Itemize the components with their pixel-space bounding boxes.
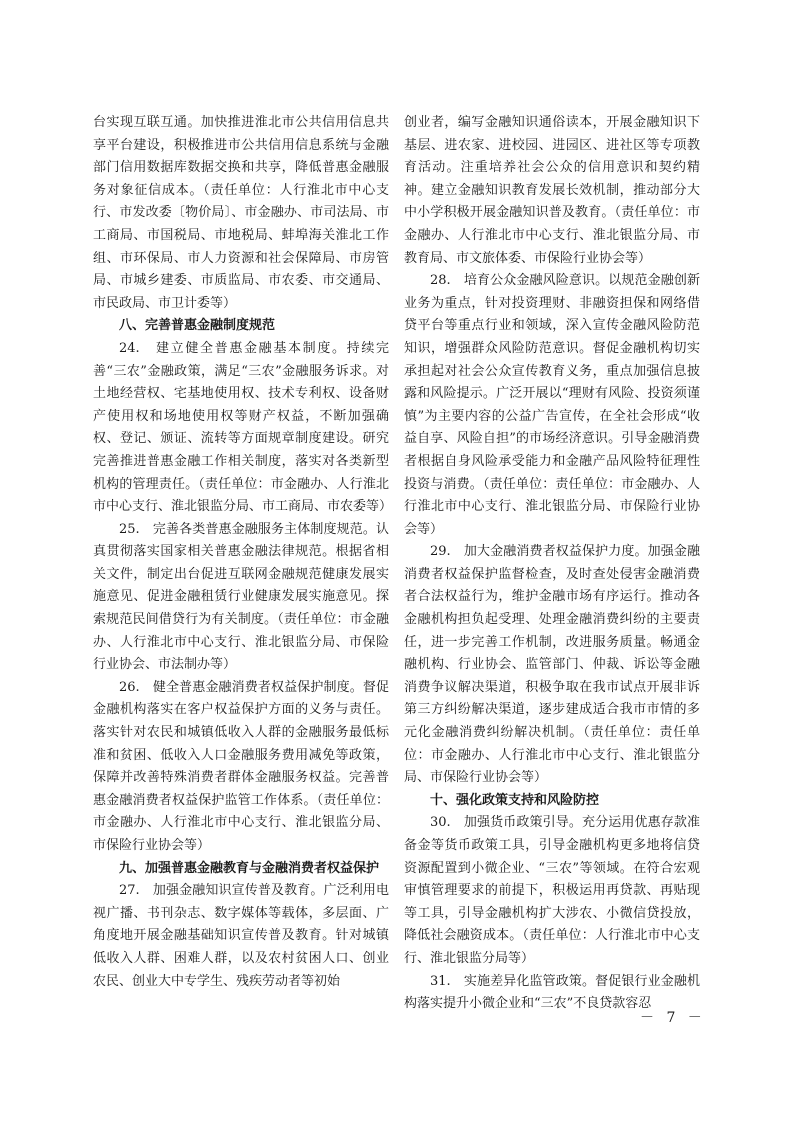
page-number: － 7 － [640,1010,706,1026]
paragraph: 25. 完善各类普惠金融服务主体制度规范。认真贯彻落实国家相关普惠金融法律规范。根据省相关文件，制定出台促进互联网金融规范健康发展实施意见、促进金融租赁行业健康发展实施意见。探索规范民间借贷行为有关制度。（责任单位：市金融办、人行淮北市中心支行、淮北银监分局、市保险行业协会、市法制办等） [93,521,389,673]
section-heading: 九、加强普惠金融教育与金融消费者权益保护 [119,860,380,876]
paragraph: 29. 加大金融消费者权益保护力度。加强金融消费者权益保护监督检查，及时查处侵害金融消费者合法权益行为，维护金融市场有序运行。推动各金融机构担负起受理、处理金融消费纠纷的主要责任，进一步完善工作机制，改进服务质量。畅通金融机构、行业协会、监管部门、仲裁、诉讼等金融消费争议解决渠道，积极争取在我市试点开展非诉第三方纠纷解决渠道，逐步建成适合我市市情的多元化金融消费纠纷解决机制。（责任单位：责任单位：市金融办、人行淮北市中心支行、淮北银监分局、市保险行业协会等） [404,544,700,786]
section-heading: 十、强化政策支持和风险防控 [430,792,600,808]
paragraph: 28. 培育公众金融风险意识。以规范金融创新业务为重点，针对投资理财、非融资担保和网络借贷平台等重点行业和领域，深入宣传金融风险防范知识，增强群众风险防范意识。督促金融机构切实承担起对社会公众宣传教育义务，重点加强信息披露和风险提示。广泛开展以“理财有风险、投资须谨慎”为主要内容的公益广告宣传，在全社会形成“收益自享、风险自担”的市场经济意识。引导金融消费者根据自身风险承受能力和金融产品风险特征理性投资与消费。（责任单位：责任单位：市金融办、人行淮北市中心支行、淮北银监分局、市保险行业协会等） [404,273,700,537]
paragraph: 31. 实施差异化监管政策。督促银行业金融机构落实提升小微企业和“三农”不良贷款容忍 [404,973,700,1012]
paragraph: 台实现互联互通。加快推进淮北市公共信用信息共享平台建设，积极推进市公共信用信息系统与金融部门信用数据库数据交换和共享，降低普惠金融服务对象征信成本。（责任单位：人行淮北市中心支行、市发改委〔物价局〕、市金融办、市司法局、市工商局、市国税局、市地税局、蚌埠海关淮北工作组、市环保局、市人力资源和社会保障局、市房管局、市城乡建委、市质监局、市农委、市交通局、市民政局、市卫计委等） [93,115,389,311]
paragraph: 30. 加强货币政策引导。充分运用优惠存款准备金等货币政策工具，引导金融机构更多地将信贷资源配置到小微企业、“三农”等领域。在符合宏观审慎管理要求的前提下，积极运用再贷款、再贴现等工具，引导金融机构扩大涉农、小微信贷投放，降低社会融资成本。（责任单位：人行淮北市中心支行、淮北银监分局等） [404,815,700,966]
paragraph: 创业者，编写金融知识通俗读本，开展金融知识下基层、进农家、进校园、进园区、进社区等专项教育活动。注重培养社会公众的信用意识和契约精神。建立金融知识教育发展长效机制，推动部分大中小学积极开展金融知识普及教育。（责任单位：市金融办、人行淮北市中心支行、淮北银监分局、市教育局、市文旅体委、市保险行业协会等） [404,115,700,266]
paragraph: 26. 健全普惠金融消费者权益保护制度。督促金融机构落实在客户权益保护方面的义务与责任。落实针对农民和城镇低收入人群的金融服务最低标准和贫困、低收入人口金融服务费用减免等政策，保障并改善特殊消费者群体金融服务权益。完善普惠金融消费者权益保护监管工作体系。（责任单位：市金融办、人行淮北市中心支行、淮北银监分局、市保险行业协会等） [93,679,389,853]
right-column [404,112,700,1016]
left-column [93,112,393,993]
section-heading: 八、完善普惠金融制度规范 [119,318,276,334]
paragraph: 24. 建立健全普惠金融基本制度。持续完善“三农”金融政策，满足“三农”金融服务诉求。对土地经营权、宅基地使用权、技术专利权、设备财产使用权和场地使用权等财产权益，不断加强确权、登记、颁证、流转等方面规章制度建设。研究完善推进普惠金融工作相关制度，落实对各类新型机构的管理责任。（责任单位：市金融办、人行淮北市中心支行、淮北银监分局、市工商局、市农委等） [93,340,393,515]
paragraph: 27. 加强金融知识宣传普及教育。广泛利用电视广播、书刊杂志、数字媒体等载体，多层面、广角度地开展金融基础知识宣传普及教育。针对城镇低收入人群、困难人群，以及农村贫困人口、创业农民、创业大中专学生、残疾劳动者等初始 [93,883,389,989]
